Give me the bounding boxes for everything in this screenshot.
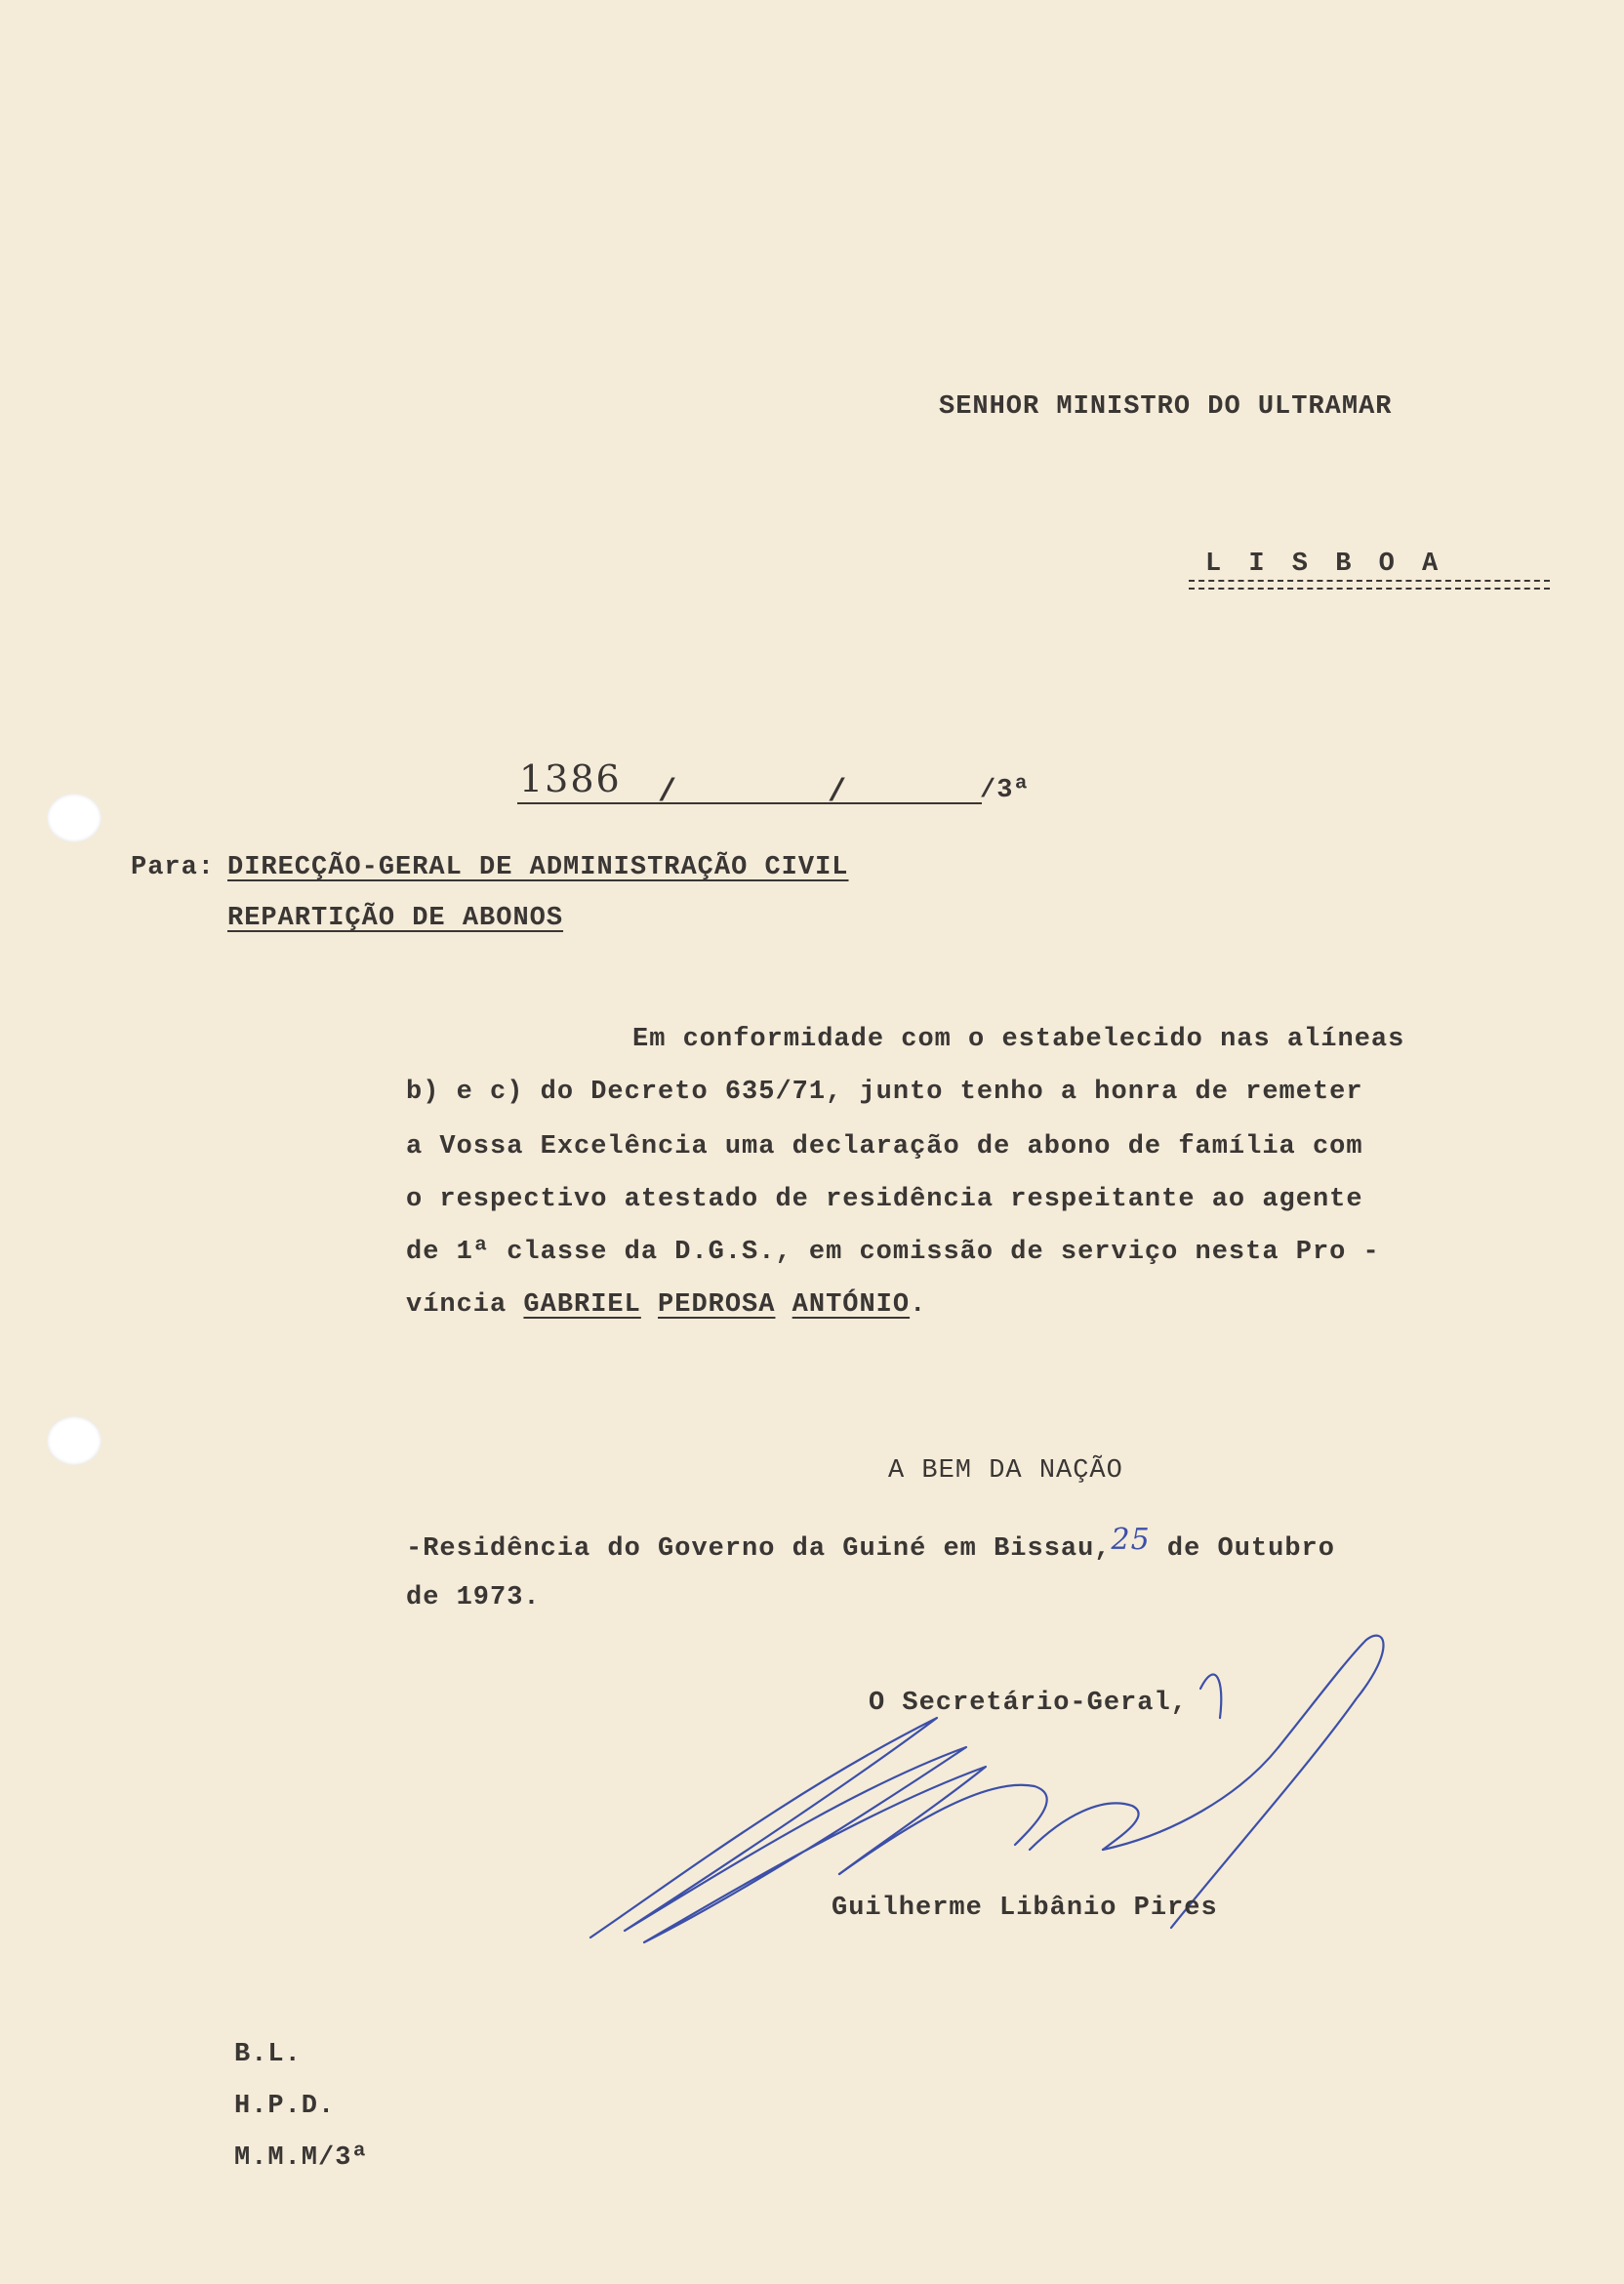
reference-number: 1386 bbox=[519, 757, 622, 800]
city: L I S B O A bbox=[1205, 550, 1444, 579]
reference-suffix: /3ª bbox=[980, 776, 1031, 805]
reference-underline bbox=[517, 802, 982, 804]
place-line-2: de 1973. bbox=[406, 1583, 541, 1612]
reference-slash-2: / bbox=[828, 774, 848, 810]
body-line-6 bbox=[406, 1290, 926, 1320]
agent-middle-name: PEDROSA bbox=[658, 1290, 776, 1320]
place-line-1-end: de Outubro bbox=[1166, 1534, 1335, 1564]
body-line-4: o respectivo atestado de residência respeitante ao agente bbox=[406, 1185, 1363, 1214]
body-line-3: a Vossa Excelência uma declaração de abono de família com bbox=[406, 1132, 1363, 1162]
salutation: A BEM DA NAÇÃO bbox=[888, 1456, 1123, 1486]
recipient-line-1: DIRECÇÃO-GERAL DE ADMINISTRAÇÃO CIVIL bbox=[227, 853, 849, 882]
body-line-6-period: . bbox=[910, 1290, 927, 1320]
signatory-title: O Secretário-Geral, bbox=[869, 1689, 1188, 1718]
body-line-6-prefix: víncia bbox=[406, 1290, 508, 1320]
initials-line-1: B.L. bbox=[234, 2040, 302, 2069]
handwritten-day: 25 bbox=[1111, 1523, 1151, 1557]
recipient-line-2: REPARTIÇÃO DE ABONOS bbox=[227, 904, 564, 933]
city-double-underline bbox=[1189, 580, 1550, 590]
place-line-1 bbox=[406, 1523, 1335, 1564]
agent-last-name: ANTÓNIO bbox=[792, 1290, 911, 1320]
place-line-1-start: -Residência do Governo da Guiné em Bissau, bbox=[406, 1534, 1112, 1564]
body-line-2: b) e c) do Decreto 635/71, junto tenho a honra de remeter bbox=[406, 1078, 1363, 1107]
initials-line-2: H.P.D. bbox=[234, 2092, 336, 2121]
agent-first-name: GABRIEL bbox=[523, 1290, 641, 1320]
signatory-name: Guilherme Libânio Pires bbox=[832, 1894, 1218, 1923]
initials-line-3: M.M.M/3ª bbox=[234, 2143, 369, 2173]
body-line-1: Em conformidade com o estabelecido nas alíneas bbox=[632, 1025, 1405, 1054]
recipient-label: Para: bbox=[131, 853, 216, 882]
punch-hole-bottom bbox=[47, 1416, 102, 1465]
punch-hole-top bbox=[47, 794, 102, 842]
reference-slash-1: / bbox=[658, 774, 678, 810]
addressee: SENHOR MINISTRO DO ULTRAMAR bbox=[939, 392, 1393, 422]
body-line-5: de 1ª classe da D.G.S., em comissão de serviço nesta Pro - bbox=[406, 1238, 1380, 1267]
